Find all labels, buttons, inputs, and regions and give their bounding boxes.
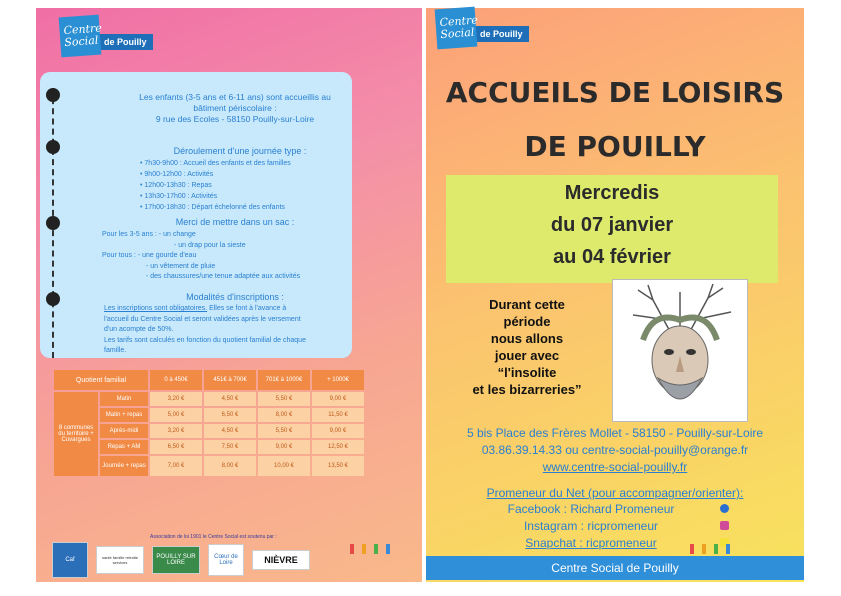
schedule-item: • 12h00-13h30 : Repas (140, 182, 212, 189)
deco-bar (374, 544, 378, 554)
table-cell: 4,50 € (204, 392, 256, 406)
table-row-label: Matin (100, 392, 148, 406)
bag-line: Pour tous : - une gourde d'eau (102, 252, 197, 259)
logo-line1: Centre (439, 13, 479, 30)
dates-line: du 07 janvier (550, 214, 674, 236)
logo-tag: de Pouilly (474, 26, 529, 42)
table-cell: 13,50 € (312, 456, 364, 476)
intro-line: bâtiment périscolaire : (193, 103, 277, 113)
timeline (52, 88, 56, 358)
description (452, 296, 602, 398)
table-cell: 11,50 € (312, 408, 364, 422)
table-cell: 6,50 € (204, 408, 256, 422)
facebook-handle[interactable]: Facebook : Richard Promeneur (507, 502, 675, 516)
promeneur-title: Promeneur du Net (pour accompagner/orienter): (486, 486, 744, 500)
table-row (54, 408, 364, 422)
table-cell: 7,00 € (150, 456, 202, 476)
dates-line: Mercredis (564, 182, 660, 204)
table-cell: 3,20 € (150, 392, 202, 406)
deco-bar (362, 544, 366, 554)
table-side-label: 8 communes du territoire + Cuvargues (54, 392, 98, 476)
coeur-de-loire-logo: Cœur de Loire (208, 544, 244, 576)
table-cell: 6,50 € (150, 440, 202, 454)
bag-line: - un drap pour la sieste (174, 241, 246, 249)
description-line: jouer avec (494, 348, 560, 363)
table-cell: 12,50 € (312, 440, 364, 454)
timeline-dot (46, 216, 60, 230)
table-header-cell: + 1000€ (312, 370, 364, 390)
bag-line: - un vêtement de pluie (146, 262, 216, 270)
logo-line2: Social (63, 33, 99, 50)
table-row (54, 456, 364, 476)
schedule-item: • 17h00-18h30 : Départ échelonné des enfants (140, 204, 285, 211)
msa-logo: santé famille retraite services (96, 546, 144, 574)
centre-social-logo-right (436, 8, 529, 48)
bag-title: Merci de mettre dans un sac : (175, 217, 295, 227)
table-cell: 5,50 € (258, 392, 310, 406)
table-row-label: Journée + repas (100, 456, 148, 476)
description-line: nous allons (490, 331, 564, 346)
table-cell: 7,50 € (204, 440, 256, 454)
deco-bar (726, 544, 730, 554)
phone-email[interactable]: 03.86.39.14.33 ou centre-social-pouilly@orange.fr (481, 443, 749, 457)
table-row (54, 392, 364, 406)
dates-line: au 04 février (553, 246, 671, 268)
description-line: et les bizarreries” (472, 382, 582, 397)
website-link[interactable]: www.centre-social-pouilly.fr (542, 460, 688, 474)
table-cell: 5,00 € (150, 408, 202, 422)
table-header-cell: Quotient familial (54, 370, 148, 390)
centre-social-logo-left (60, 16, 153, 56)
timeline-dot (46, 140, 60, 154)
table-cell: 9,00 € (312, 424, 364, 438)
partner-logos (52, 542, 310, 578)
registration-line: Les tarifs sont calculés en fonction du quotient familial de chaque (104, 336, 306, 344)
description-line: période (503, 314, 551, 329)
table-cell: 4,50 € (204, 424, 256, 438)
table-cell: 3,20 € (150, 424, 202, 438)
schedule-list (140, 158, 360, 213)
registration-text (104, 304, 372, 357)
registration-line: Les inscriptions sont obligatoires. Elles se font à l'avance à (104, 305, 287, 312)
instagram-icon (720, 521, 729, 530)
table-header-cell: 701€ à 1000€ (258, 370, 310, 390)
registration-line: l'accueil du Centre Social et seront validées après le versement (104, 315, 301, 323)
address: 5 bis Place des Frères Mollet - 58150 - Pouilly-sur-Loire (466, 426, 764, 440)
tree-face-illustration (612, 279, 748, 422)
timeline-dot (46, 88, 60, 102)
table-header-cell: 0 à 450€ (150, 370, 202, 390)
facebook-icon (720, 504, 729, 513)
table-header-cell: 451€ à 700€ (204, 370, 256, 390)
footer-banner: Centre Social de Pouilly (426, 556, 804, 580)
registration-title: Modalités d'inscriptions : (186, 292, 284, 302)
bag-list (102, 230, 362, 283)
registration-line: d'un acompte de 50%. (104, 326, 174, 333)
intro-text (100, 92, 370, 125)
pricing-table (52, 368, 366, 478)
logo-line1: Centre (63, 21, 103, 38)
timeline-dot (46, 292, 60, 306)
deco-bar (702, 544, 706, 554)
table-row-label: Matin + repas (100, 408, 148, 422)
schedule-item: • 9h00-12h00 : Activités (140, 171, 214, 178)
table-header-row (54, 370, 364, 390)
table-cell: 9,00 € (258, 440, 310, 454)
table-cell: 9,00 € (312, 392, 364, 406)
deco-bar (714, 544, 718, 554)
logo-line2: Social (439, 25, 475, 42)
table-row-label: Repas + AM (100, 440, 148, 454)
deco-bar (690, 544, 694, 554)
description-line: Durant cette (489, 297, 565, 312)
snapchat-handle[interactable]: Snapchat : ricpromeneur (525, 536, 657, 550)
table-cell: 8,00 € (204, 456, 256, 476)
schedule-item: • 7h30-9h00 : Accueil des enfants et des familles (140, 160, 291, 167)
pouilly-logo: POUILLY SUR LOIRE (152, 546, 200, 574)
bag-line: Pour les 3-5 ans : - un change (102, 231, 196, 238)
title-line1: ACCUEILS DE LOISIRS (445, 76, 785, 109)
title-line2: DE POUILLY (524, 130, 706, 163)
table-row (54, 440, 364, 454)
bag-line: - des chaussures/une tenue adaptée aux activités (146, 273, 301, 280)
schedule-title: Déroulement d'une journée type : (173, 146, 307, 156)
instagram-handle[interactable]: Instagram : ricpromeneur (523, 519, 659, 533)
table-row-label: Après-midi (100, 424, 148, 438)
caf-logo: Caf (52, 542, 88, 578)
support-credit: Association de loi 1901 le Centre Social est soutenu par : (150, 534, 277, 540)
registration-line: famille. (104, 347, 127, 354)
table-cell: 10,00 € (258, 456, 310, 476)
table-cell: 5,50 € (258, 424, 310, 438)
table-row (54, 424, 364, 438)
description-line: “l'insolite (497, 365, 557, 380)
deco-bar (386, 544, 390, 554)
schedule-item: • 13h30-17h00 : Activités (140, 193, 218, 200)
intro-line: Les enfants (3-5 ans et 6-11 ans) sont accueillis au (139, 92, 331, 102)
table-cell: 8,00 € (258, 408, 310, 422)
logo-tag: de Pouilly (98, 34, 153, 50)
intro-line: 9 rue des Ecoles - 58150 Pouilly-sur-Loire (155, 114, 315, 124)
deco-bar (350, 544, 354, 554)
nievre-logo: NIÈVRE (252, 550, 310, 570)
